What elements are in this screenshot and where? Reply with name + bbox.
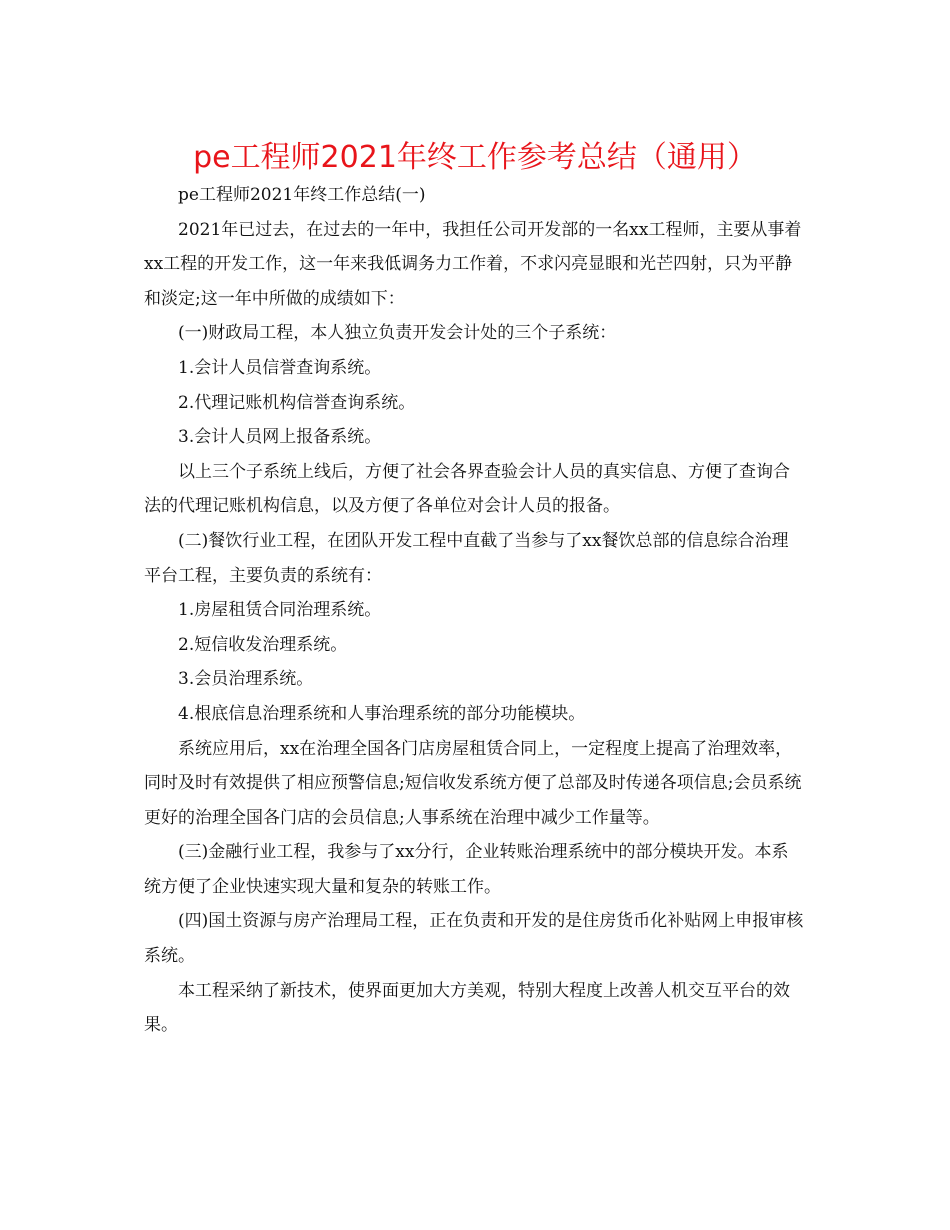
list-item: 2.代理记账机构信誉查询系统。 (178, 392, 416, 413)
list-item: 1.房屋租赁合同治理系统。 (178, 600, 382, 621)
paragraph-project-1-result: 以上三个子系统上线后，方便了社会各界查验会计人员的真实信息、方便了查询合法的代理记账机构信息，以及方便了各单位对会计人员的报备。 (144, 461, 790, 517)
list-item: 3.会计人员网上报备系统。 (178, 427, 382, 448)
list-item: 4.根底信息治理系统和人事治理系统的部分功能模块。 (178, 703, 586, 724)
paragraph-project-4: (四)国土资源与房产治理局工程，正在负责和开发的是住房货币化补贴网上申报审核系统。 (144, 911, 804, 967)
section-heading: pe工程师2021年终工作总结(一) (178, 185, 426, 205)
document-body (144, 178, 814, 1043)
document-title: pe工程师2021年终工作参考总结（通用） (193, 140, 757, 175)
paragraph-project-3: (三)金融行业工程，我参与了xx分行，企业转账治理系统中的部分模块开发。本系统方便了企业快速实现大量和复杂的转账工作。 (144, 842, 789, 897)
paragraph-project-2: (二)餐饮行业工程，在团队开发工程中直截了当参与了xx餐饮总部的信息综合治理平台工程，主要负责的系统有： (144, 530, 789, 586)
list-item: 1.会计人员信誉查询系统。 (178, 357, 382, 378)
paragraph-project-1: (一)财政局工程，本人独立负责开发会计处的三个子系统： (178, 323, 617, 344)
list-item: 3.会员治理系统。 (178, 669, 314, 690)
list-item: 2.短信收发治理系统。 (178, 634, 348, 655)
paragraph-intro: 2021年已过去，在过去的一年中，我担任公司开发部的一名xx工程师，主要从事着xx工程的开发工作，这一年来我低调务力工作着，不求闪亮显眼和光芒四射，只为平静和淡定;这一年中所做的成绩如下： (144, 219, 802, 309)
paragraph-project-2-result: 系统应用后，xx在治理全国各门店房屋租赁合同上，一定程度上提高了治理效率，同时及时有效提供了相应预警信息;短信收发系统方便了总部及时传递各项信息;会员系统更好的治理全国各门店的会员信息;人事系统在治理中减少工作量等。 (144, 738, 802, 828)
paragraph-project-4-detail: 本工程采纳了新技术，使界面更加大方美观，特别大程度上改善人机交互平台的效果。 (144, 980, 790, 1036)
